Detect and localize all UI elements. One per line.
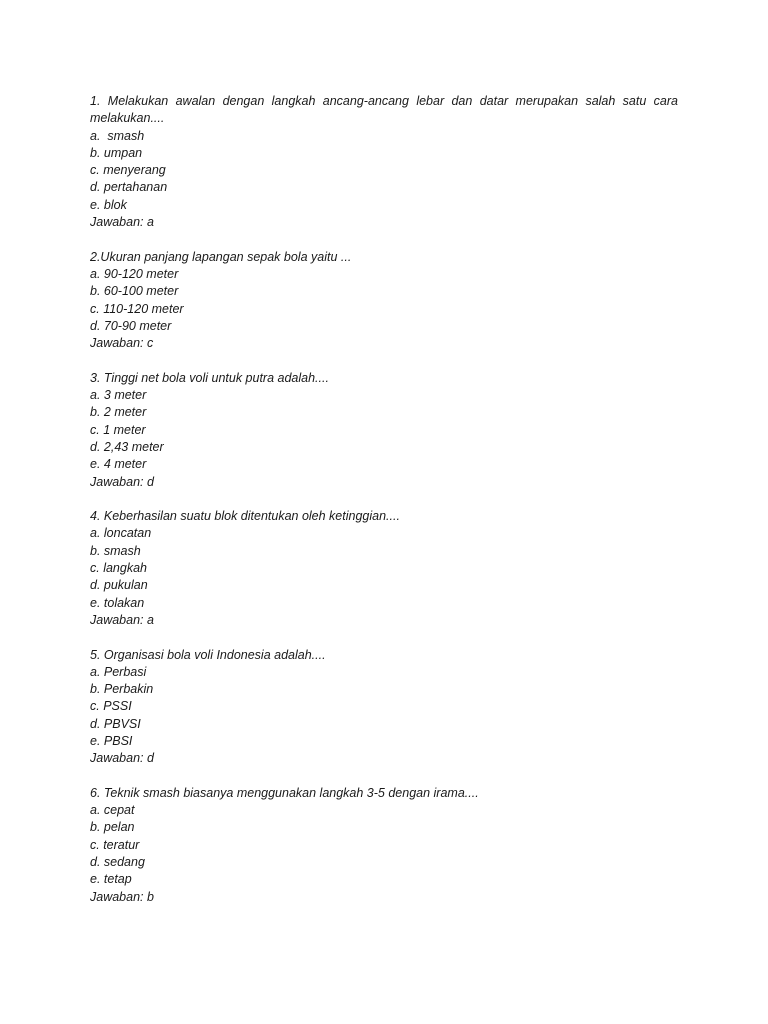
question-text: 1. Melakukan awalan dengan langkah ancang-ancang lebar dan datar merupakan salah satu cara melakukan.... [90,94,678,126]
option-d: d. 70-90 meter [90,318,172,333]
option-c: c. 110-120 meter [90,301,184,316]
answer-key: Jawaban: c [90,336,154,351]
question-5 [90,647,678,768]
option-b: b. umpan [90,145,143,160]
option-e: e. PBSI [90,733,133,748]
option-e: e. tolakan [90,595,145,610]
question-text: 3. Tinggi net bola voli untuk putra adalah.... [90,370,329,385]
option-b: b. pelan [90,820,135,835]
option-a: a. 90-120 meter [90,266,179,281]
question-2 [90,249,678,353]
option-a: a. loncatan [90,526,152,541]
option-b: b. smash [90,543,141,558]
answer-key: Jawaban: d [90,751,154,766]
question-text: 6. Teknik smash biasanya menggunakan langkah 3-5 dengan irama.... [90,785,479,800]
option-e: e. 4 meter [90,457,147,472]
option-a: a. cepat [90,803,135,818]
option-a: a. smash [90,128,145,143]
option-b: b. 60-100 meter [90,284,179,299]
option-a: a. Perbasi [90,664,147,679]
question-text: 4. Keberhasilan suatu blok ditentukan oleh ketinggian.... [90,509,400,524]
option-d: d. PBVSI [90,716,141,731]
option-c: c. PSSI [90,699,132,714]
option-e: e. tetap [90,872,132,887]
answer-key: Jawaban: d [90,474,154,489]
option-e: e. blok [90,197,127,212]
question-3 [90,370,678,491]
option-d: d. pukulan [90,578,148,593]
question-text: 5. Organisasi bola voli Indonesia adalah.... [90,647,326,662]
option-b: b. Perbakin [90,682,154,697]
option-d: d. pertahanan [90,180,168,195]
option-c: c. 1 meter [90,422,146,437]
option-c: c. menyerang [90,163,166,178]
option-b: b. 2 meter [90,405,147,420]
question-4 [90,508,678,629]
answer-key: Jawaban: a [90,215,154,230]
option-d: d. 2,43 meter [90,439,164,454]
option-a: a. 3 meter [90,388,147,403]
option-d: d. sedang [90,855,145,870]
option-c: c. langkah [90,561,147,576]
question-6 [90,785,678,906]
option-c: c. teratur [90,837,140,852]
question-1 [90,93,678,231]
question-list [90,93,678,923]
question-text: 2.Ukuran panjang lapangan sepak bola yaitu ... [90,249,352,264]
answer-key: Jawaban: a [90,612,154,627]
answer-key: Jawaban: b [90,889,154,904]
